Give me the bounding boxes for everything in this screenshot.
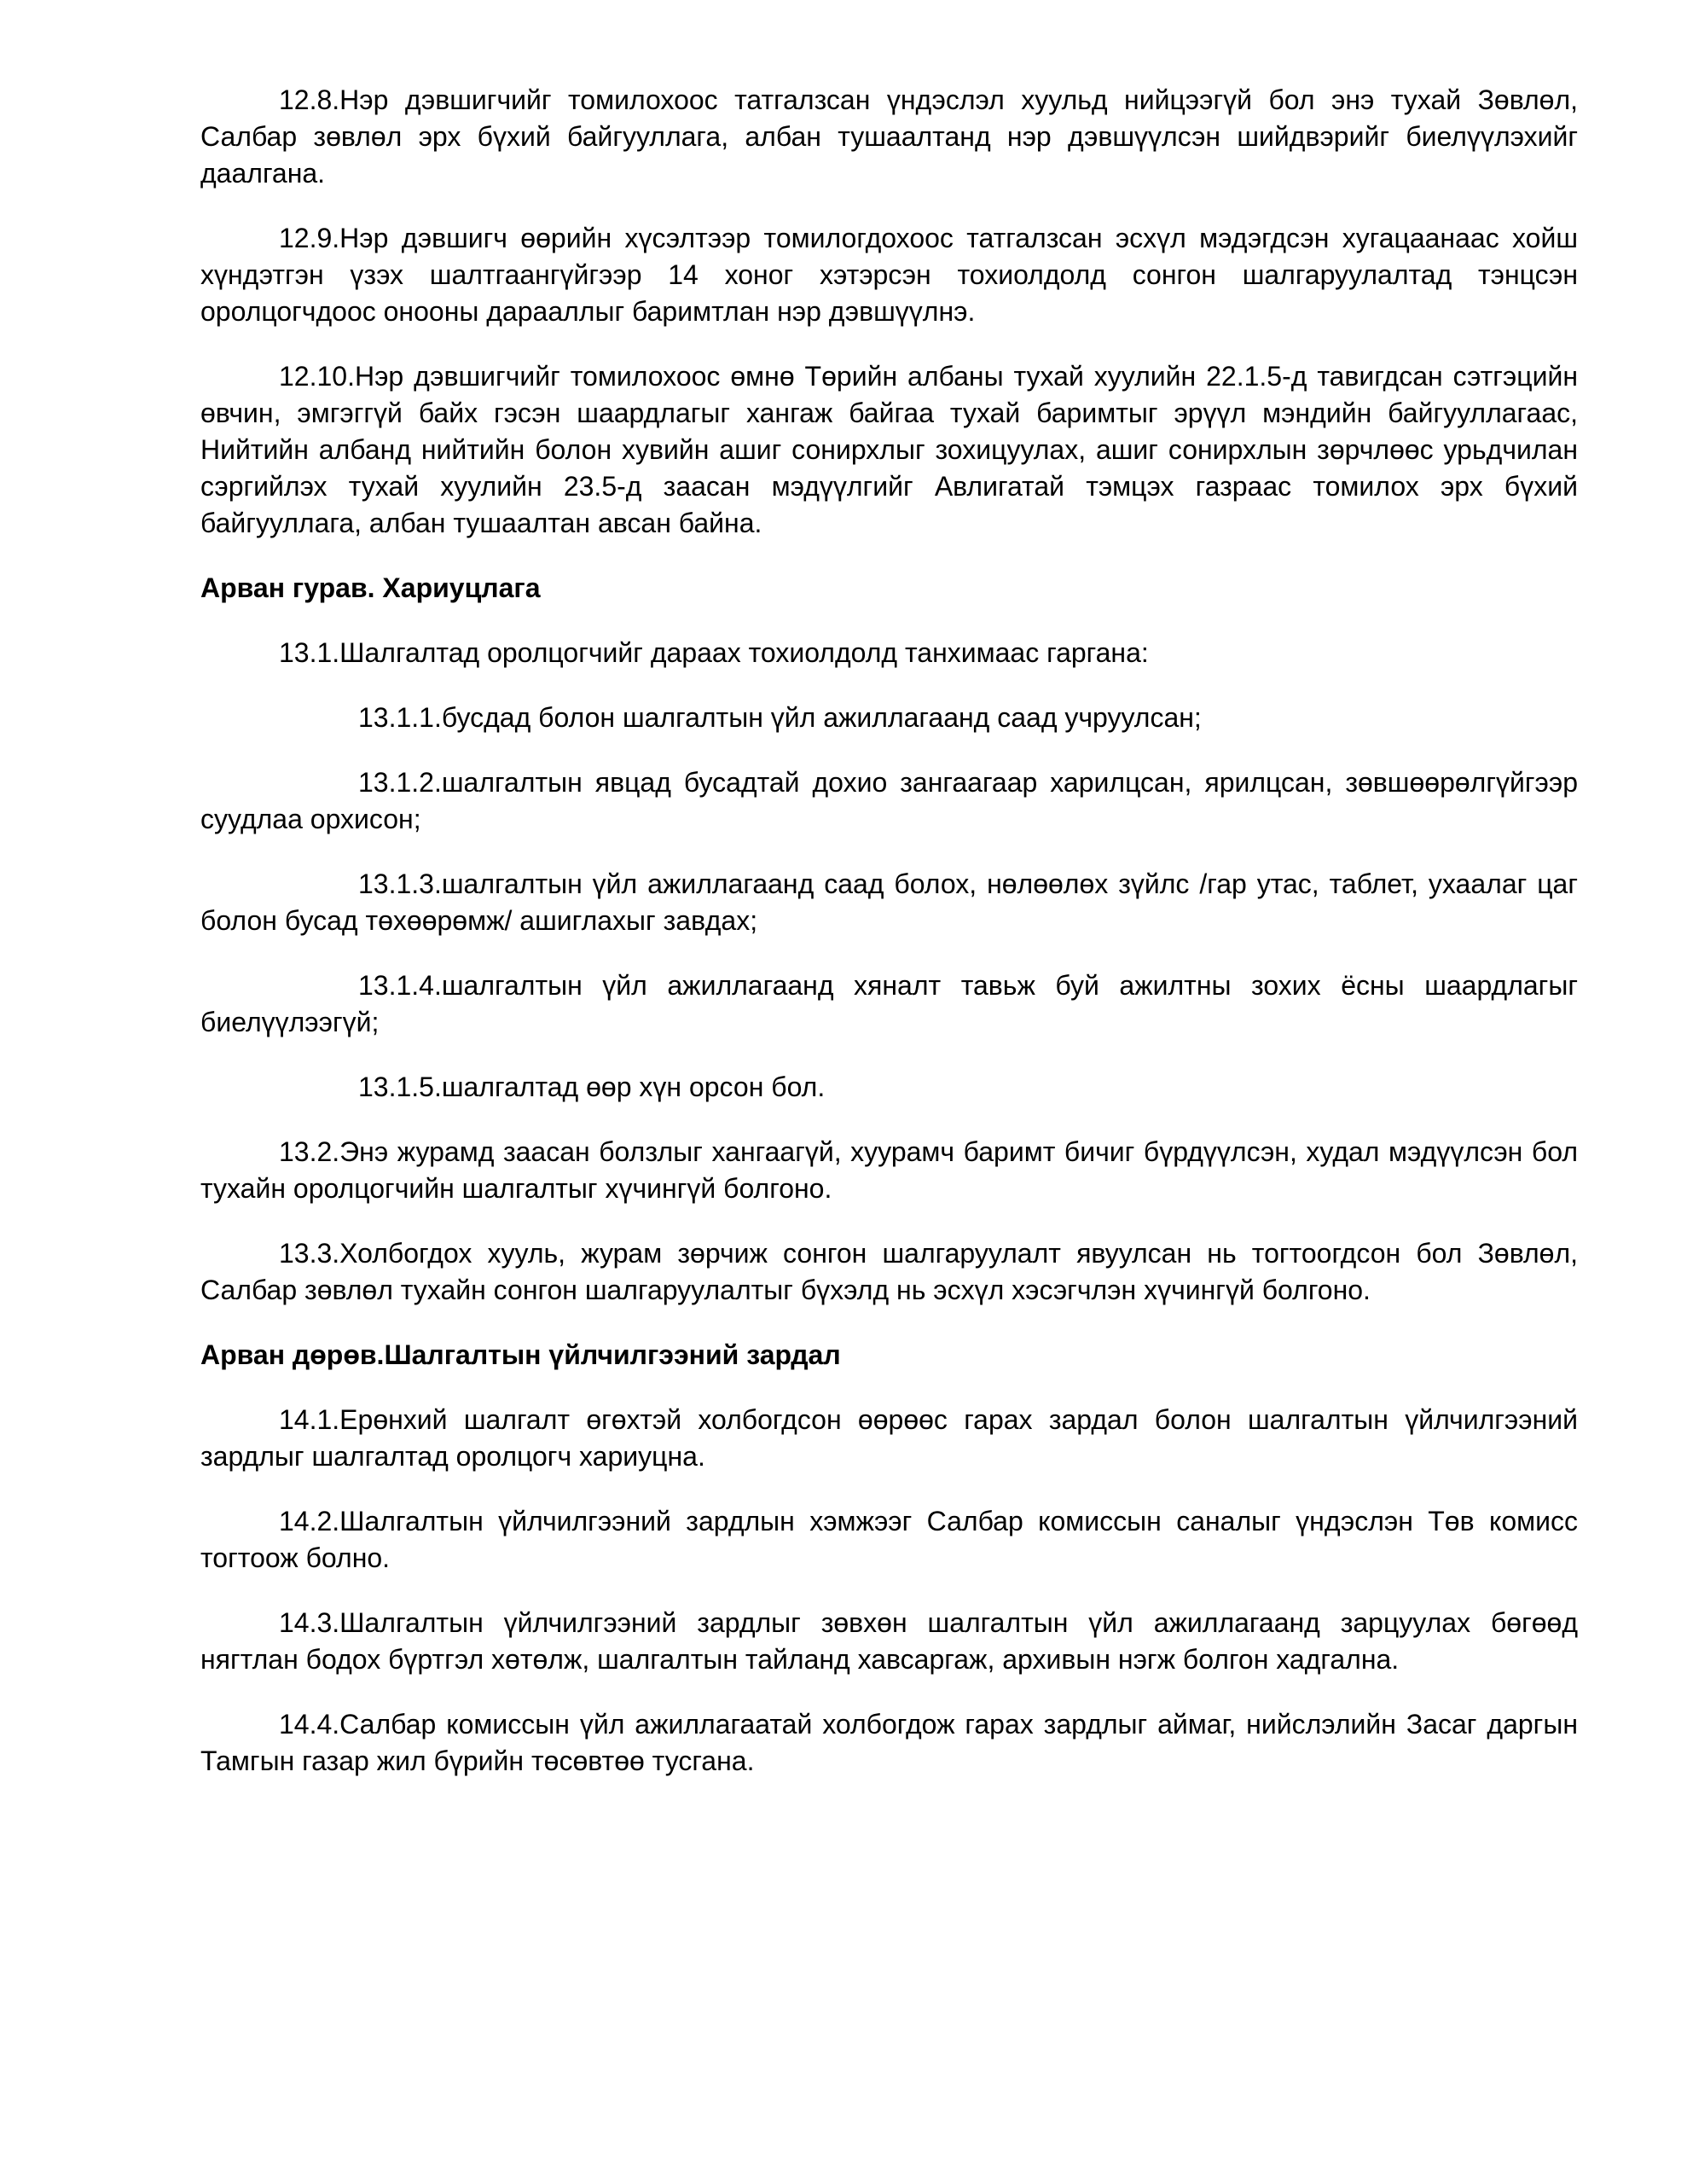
paragraph: 13.2.Энэ журамд заасан болзлыг хангаагүй, хуурамч баримт бичиг бүрдүүлсэн, худал мэдүүлсэн бол тухайн оролцогчийн шалгалтыг хүчингүй болгоно. — [200, 1136, 1578, 1204]
paragraph: 14.1.Ерөнхий шалгалт өгөхтэй холбогдсон өөрөөс гарах зардал болон шалгалтын үйлчилгээний зардлыг шалгалтад оролцогч хариуцна. — [200, 1404, 1578, 1472]
paragraph: 14.3.Шалгалтын үйлчилгээний зардлыг зөвхөн шалгалтын үйл ажиллагаанд зарцуулах бөгөөд нягтлан бодох бүртгэл хөтөлж, шалгалтын тайланд хавсаргаж, архивын нэгж болгон хадгална. — [200, 1607, 1578, 1675]
paragraph: 12.10.Нэр дэвшигчийг томилохоос өмнө Төрийн албаны тухай хуулийн 22.1.5-д тавигдсан сэтгэцийн өвчин, эмгэггүй байх гэсэн шаардлагыг хангаж байгаа тухай баримтыг эрүүл мэндийн байгууллагаас, Нийтийн албанд нийтийн болон хувийн ашиг сонирхлыг зохицуулах, ашиг сонирхлын зөрчлөөс урьдчилан сэргийлэх тухай хуулийн 23.5-д заасан мэдүүлгийг Авлигатай тэмцэх газраас томилох эрх бүхий байгууллага, албан тушаалтан авсан байна. — [200, 361, 1578, 538]
paragraph: 13.1.3.шалгалтын үйл ажиллагаанд саад болох, нөлөөлөх зүйлс /гар утас, таблет, ухаалаг цаг болон бусад төхөөрөмж/ ашиглахыг завдах; — [200, 868, 1578, 936]
paragraph: 12.9.Нэр дэвшигч өөрийн хүсэлтээр томилогдохоос татгалзсан эсхүл мэдэгдсэн хугацаанаас хойш хүндэтгэн үзэх шалтгаангүйгээр 14 хоног хэтэрсэн тохиолдолд сонгон шалгаруулалтад тэнцсэн оролцогчдоос онооны дарааллыг баримтлан нэр дэвшүүлнэ. — [200, 223, 1578, 327]
paragraph: 13.3.Холбогдох хууль, журам зөрчиж сонгон шалгаруулалт явуулсан нь тогтоогдсон бол Зөвлөл, Салбар зөвлөл тухайн сонгон шалгаруулалтыг бүхэлд нь эсхүл хэсэгчлэн хүчингүй болгоно. — [200, 1238, 1578, 1305]
paragraph: 13.1.1.бусдад болон шалгалтын үйл ажиллагаанд саад учруулсан; — [358, 702, 1202, 733]
paragraph: 13.1.2.шалгалтын явцад бусадтай дохио зангаагаар харилцсан, ярилцсан, зөвшөөрөлгүйгээр суудлаа орхисон; — [200, 767, 1578, 834]
section-heading: Арван гурав. Хариуцлага — [200, 572, 541, 603]
paragraph: 14.4.Салбар комиссын үйл ажиллагаатай холбогдож гарах зардлыг аймаг, нийслэлийн Засаг даргын Тамгын газар жил бүрийн төсөвтөө тусгана. — [200, 1709, 1578, 1776]
section-heading: Арван дөрөв.Шалгалтын үйлчилгээний зардал — [200, 1339, 841, 1370]
paragraph: 14.2.Шалгалтын үйлчилгээний зардлын хэмжээг Салбар комиссын саналыг үндэслэн Төв комисс тогтоож болно. — [200, 1506, 1578, 1573]
paragraph: 13.1.Шалгалтад оролцогчийг дараах тохиолдолд танхимаас гаргана: — [279, 637, 1149, 668]
paragraph: 12.8.Нэр дэвшигчийг томилохоос татгалзсан үндэслэл хуульд нийцээгүй бол энэ тухай Зөвлөл, Салбар зөвлөл эрх бүхий байгууллага, албан тушаалтанд нэр дэвшүүлсэн шийдвэрийг биелүүлэхийг даалгана. — [200, 84, 1578, 189]
paragraph: 13.1.5.шалгалтад өөр хүн орсон бол. — [358, 1072, 826, 1102]
paragraph: 13.1.4.шалгалтын үйл ажиллагаанд хяналт тавьж буй ажилтны зохих ёсны шаардлагыг биелүүлээгүй; — [200, 970, 1578, 1037]
